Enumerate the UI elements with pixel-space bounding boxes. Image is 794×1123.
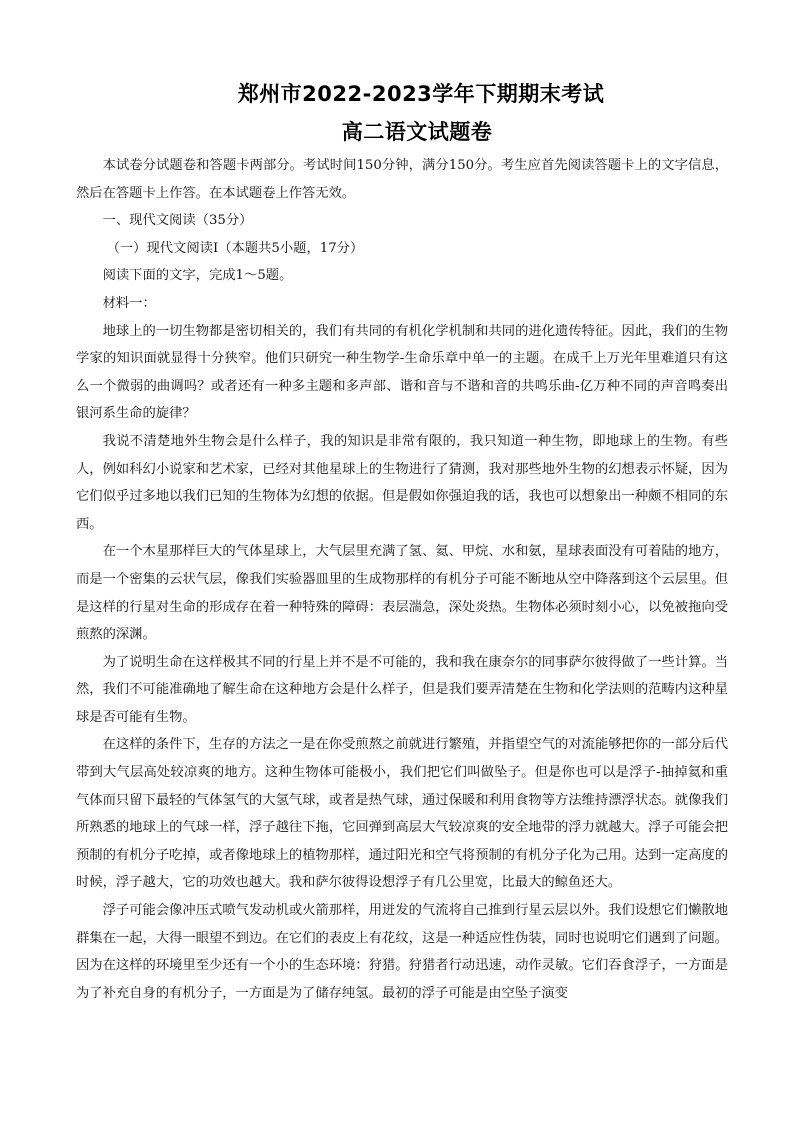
material-label: 材料一： <box>102 295 156 311</box>
subsection-heading: （一）现代文阅读Ⅰ（本题共5小题，17分） <box>106 240 364 256</box>
exam-subtitle: 高二语文试题卷 <box>341 120 493 144</box>
passage-paragraph: 地球上的一切生物都是密切相关的，我们有共同的有机化学机制和共同的进化遗传特征。因此，我们的生物学家的知识面就显得十分狭窄。他们只研究一种生物学-生命乐章中单一的主题。在成千上万光年里难道只有这么一个微弱的曲调吗？或者还有一种多主题和多声部、谐和音与不谐和音的共鸣乐曲-亿万种不同的声音鸣奏出银河系生命的旋律？ <box>76 323 728 422</box>
passage-paragraph: 在这样的条件下，生存的方法之一是在你受煎熬之前就进行繁殖，并指望空气的对流能够把你的一部分后代带到大气层高处较凉爽的地方。这种生物体可能极小，我们把它们叫做坠子。但是你也可以是浮子-抽掉氦和重气体而只留下最轻的气体氢气的大氢气球，或者是热气球，通过保暖和利用食物等方法维持漂浮状态。就像我们所熟悉的地球上的气球一样，浮子越往下拖，它回弹到高层大气较凉爽的安全地带的浮力就越大。浮子可能会把预制的有机分子吃掉，或者像地球上的植物那样，通过阳光和空气将预制的有机分子化为己用。达到一定高度的时候，浮子越大，它的功效也越大。我和萨尔彼得设想浮子有几公里宽，比最大的鲸鱼还大。 <box>76 737 728 891</box>
passage-paragraph: 在一个木星那样巨大的气体星球上，大气层里充满了氢、氦、甲烷、水和氨，星球表面没有可着陆的地方，而是一个密集的云状气层，像我们实验器皿里的生成物那样的有机分子可能不断地从空中降落到这个云层里。但是这样的行星对生命的形成存在着一种特殊的障碍：表层湍急，深处炎热。生物体必须时刻小心，以免被拖向受煎熬的深渊。 <box>76 544 728 643</box>
instructions-paragraph: 本试卷分试题卷和答题卡两部分。考试时间150分钟，满分150分。考生应首先阅读答题卡上的文字信息，然后在答题卡上作答。在本试题卷上作答无效。 <box>76 158 728 201</box>
reading-instruction: 阅读下面的文字，完成1～5题。 <box>102 268 293 284</box>
exam-title: 郑州市2022-2023学年下期期末考试 <box>237 82 605 106</box>
exam-body <box>76 152 728 1007</box>
passage-paragraph: 我说不清楚地外生物会是什么样子，我的知识是非常有限的，我只知道一种生物，即地球上的生物。有些人，例如科幻小说家和艺术家，已经对其他星球上的生物进行了猜测，我对那些地外生物的幻想表示怀疑，因为它们似乎过多地以我们已知的生物体为幻想的依据。但是假如你强迫我的话，我也可以想象出一种颇不相同的东西。 <box>76 433 728 532</box>
passage-paragraph: 为了说明生命在这样极其不同的行星上并不是不可能的，我和我在康奈尔的同事萨尔彼得做了一些计算。当然，我们不可能准确地了解生命在这种地方会是什么样子，但是我们要弄清楚在生物和化学法则的范畴内这种星球是否可能有生物。 <box>76 654 728 725</box>
passage-paragraph: 浮子可能会像冲压式喷气发动机或火箭那样，用迸发的气流将自己推到行星云层以外。我们设想它们懒散地群集在一起，大得一眼望不到边。在它们的表皮上有花纹，这是一种适应性伪装，同时也说明它们遇到了问题。因为在这样的环境里至少还有一个小的生态环境：狩猎。狩猎者行动迅速，动作灵敏。它们吞食浮子，一方面是为了补充自身的有机分子，一方面是为了储存纯氢。最初的浮子可能是由空坠子演变 <box>76 903 728 1001</box>
section-heading: 一、现代文阅读（35分） <box>102 213 253 229</box>
